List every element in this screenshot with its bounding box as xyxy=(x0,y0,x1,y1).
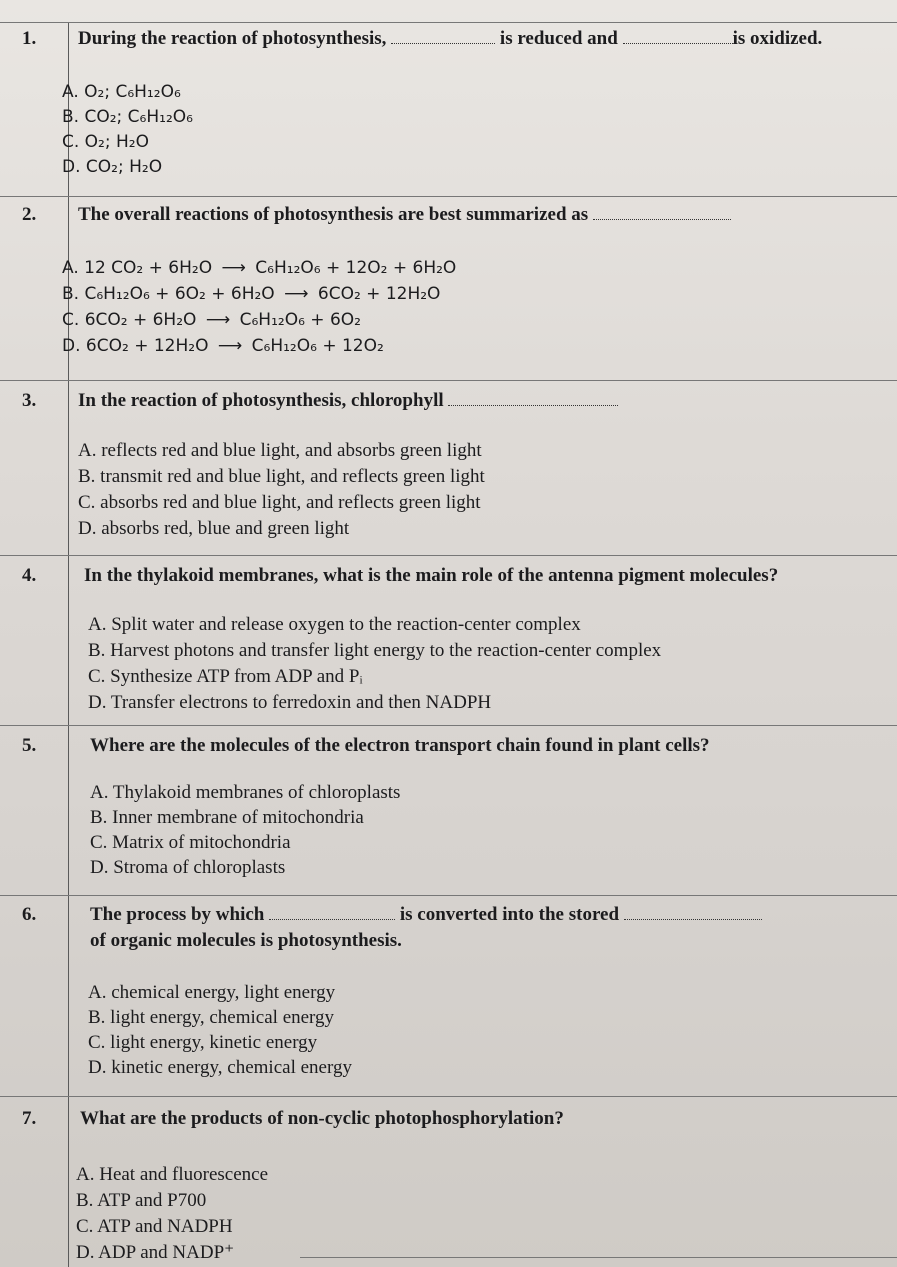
option-b[interactable]: B. Harvest photons and transfer light energy to the reaction-center complex xyxy=(88,640,662,661)
option-b[interactable]: B. CO₂; C₆H₁₂O₆ xyxy=(62,107,193,127)
option-d[interactable]: D. absorbs red, blue and green light xyxy=(78,518,350,539)
stem-part: is converted into the stored xyxy=(399,904,620,925)
option-letter: C. xyxy=(62,310,80,330)
row-divider xyxy=(0,196,897,197)
question-stem: What are the products of non-cyclic photophosphorylation? xyxy=(80,1108,564,1129)
question-number: 3. xyxy=(22,390,37,411)
option-c[interactable]: C. absorbs red and blue light, and reflects green light xyxy=(78,492,481,513)
option-d[interactable] xyxy=(62,336,384,356)
row-divider xyxy=(0,1096,897,1097)
option-a[interactable]: A. Thylakoid membranes of chloroplasts xyxy=(90,782,401,803)
option-letter: D. xyxy=(62,336,81,356)
option-d[interactable]: D. Stroma of chloroplasts xyxy=(90,857,286,878)
option-d[interactable]: D. ADP and NADP⁺ xyxy=(76,1242,235,1263)
question-number: 2. xyxy=(22,204,37,225)
reaction-arrow-icon: ⟶ xyxy=(205,310,231,330)
reaction-arrow-icon: ⟶ xyxy=(217,336,243,356)
option-a[interactable] xyxy=(62,258,456,278)
answer-blank[interactable] xyxy=(624,905,762,920)
option-a[interactable]: A. chemical energy, light energy xyxy=(88,982,336,1003)
products: 6CO₂ + 12H₂O xyxy=(317,284,441,304)
question-stem-continued: of organic molecules is photosynthesis. xyxy=(90,930,402,951)
question-stem: Where are the molecules of the electron transport chain found in plant cells? xyxy=(90,735,710,756)
option-letter: B. xyxy=(62,284,80,304)
reaction-arrow-icon: ⟶ xyxy=(284,284,309,304)
stem-part: The process by which xyxy=(90,904,265,925)
option-a[interactable]: A. O₂; C₆H₁₂O₆ xyxy=(62,82,181,102)
option-a[interactable]: A. Heat and fluorescence xyxy=(76,1164,269,1185)
option-b[interactable]: B. ATP and P700 xyxy=(76,1190,207,1211)
question-stem xyxy=(78,204,731,226)
question-number: 7. xyxy=(22,1108,37,1129)
reactants: C₆H₁₂O₆ + 6O₂ + 6H₂O xyxy=(84,284,275,304)
row-divider xyxy=(0,895,897,896)
reactants: 12 CO₂ + 6H₂O xyxy=(84,258,213,278)
products: C₆H₁₂O₆ + 12O₂ + 6H₂O xyxy=(255,258,457,278)
answer-blank[interactable] xyxy=(593,205,731,220)
question-number: 4. xyxy=(22,565,37,586)
stem-text: The overall reactions of photosynthesis are best summarized as xyxy=(78,204,589,225)
row-divider xyxy=(0,22,897,23)
stem-part: is oxidized. xyxy=(732,28,823,49)
question-number: 1. xyxy=(22,28,37,49)
option-d[interactable]: D. CO₂; H₂O xyxy=(62,157,163,177)
option-c[interactable]: C. light energy, kinetic energy xyxy=(88,1032,318,1053)
reaction-arrow-icon: ⟶ xyxy=(221,258,246,278)
option-b[interactable]: B. Inner membrane of mitochondria xyxy=(90,807,364,828)
option-b[interactable]: B. light energy, chemical energy xyxy=(88,1007,335,1028)
row-divider xyxy=(0,555,897,556)
reactants: 6CO₂ + 12H₂O xyxy=(85,336,209,356)
worksheet xyxy=(0,22,897,1267)
option-d[interactable]: D. Transfer electrons to ferredoxin and then NADPH xyxy=(88,692,492,713)
stem-part: During the reaction of photosynthesis, xyxy=(78,28,387,49)
row-divider xyxy=(300,1257,897,1258)
answer-blank[interactable] xyxy=(391,29,495,44)
question-stem: In the thylakoid membranes, what is the main role of the antenna pigment molecules? xyxy=(84,565,779,586)
question-stem xyxy=(78,28,822,50)
option-a[interactable]: A. Split water and release oxygen to the reaction-center complex xyxy=(88,614,581,635)
stem-part: is reduced and xyxy=(499,28,618,49)
option-d[interactable]: D. kinetic energy, chemical energy xyxy=(88,1057,352,1078)
products: C₆H₁₂O₆ + 6O₂ xyxy=(239,310,361,330)
column-divider xyxy=(68,22,69,1267)
question-stem xyxy=(78,390,618,412)
row-divider xyxy=(0,725,897,726)
products: C₆H₁₂O₆ + 12O₂ xyxy=(251,336,384,356)
answer-blank[interactable] xyxy=(269,905,395,920)
answer-blank[interactable] xyxy=(623,29,733,44)
option-c[interactable] xyxy=(62,310,361,330)
option-c[interactable]: C. ATP and NADPH xyxy=(76,1216,233,1237)
option-c[interactable]: C. O₂; H₂O xyxy=(62,132,149,152)
stem-text: In the reaction of photosynthesis, chlorophyll xyxy=(78,390,444,411)
option-letter: A. xyxy=(62,258,79,278)
question-number: 6. xyxy=(22,904,37,925)
answer-blank[interactable] xyxy=(448,391,618,406)
question-stem xyxy=(90,904,762,926)
option-c[interactable]: C. Synthesize ATP from ADP and Pᵢ xyxy=(88,666,363,687)
option-b[interactable] xyxy=(62,284,440,304)
option-a[interactable]: A. reflects red and blue light, and absorbs green light xyxy=(78,440,482,461)
reactants: 6CO₂ + 6H₂O xyxy=(84,310,197,330)
option-b[interactable]: B. transmit red and blue light, and reflects green light xyxy=(78,466,485,487)
row-divider xyxy=(0,380,897,381)
option-c[interactable]: C. Matrix of mitochondria xyxy=(90,832,291,853)
question-number: 5. xyxy=(22,735,37,756)
